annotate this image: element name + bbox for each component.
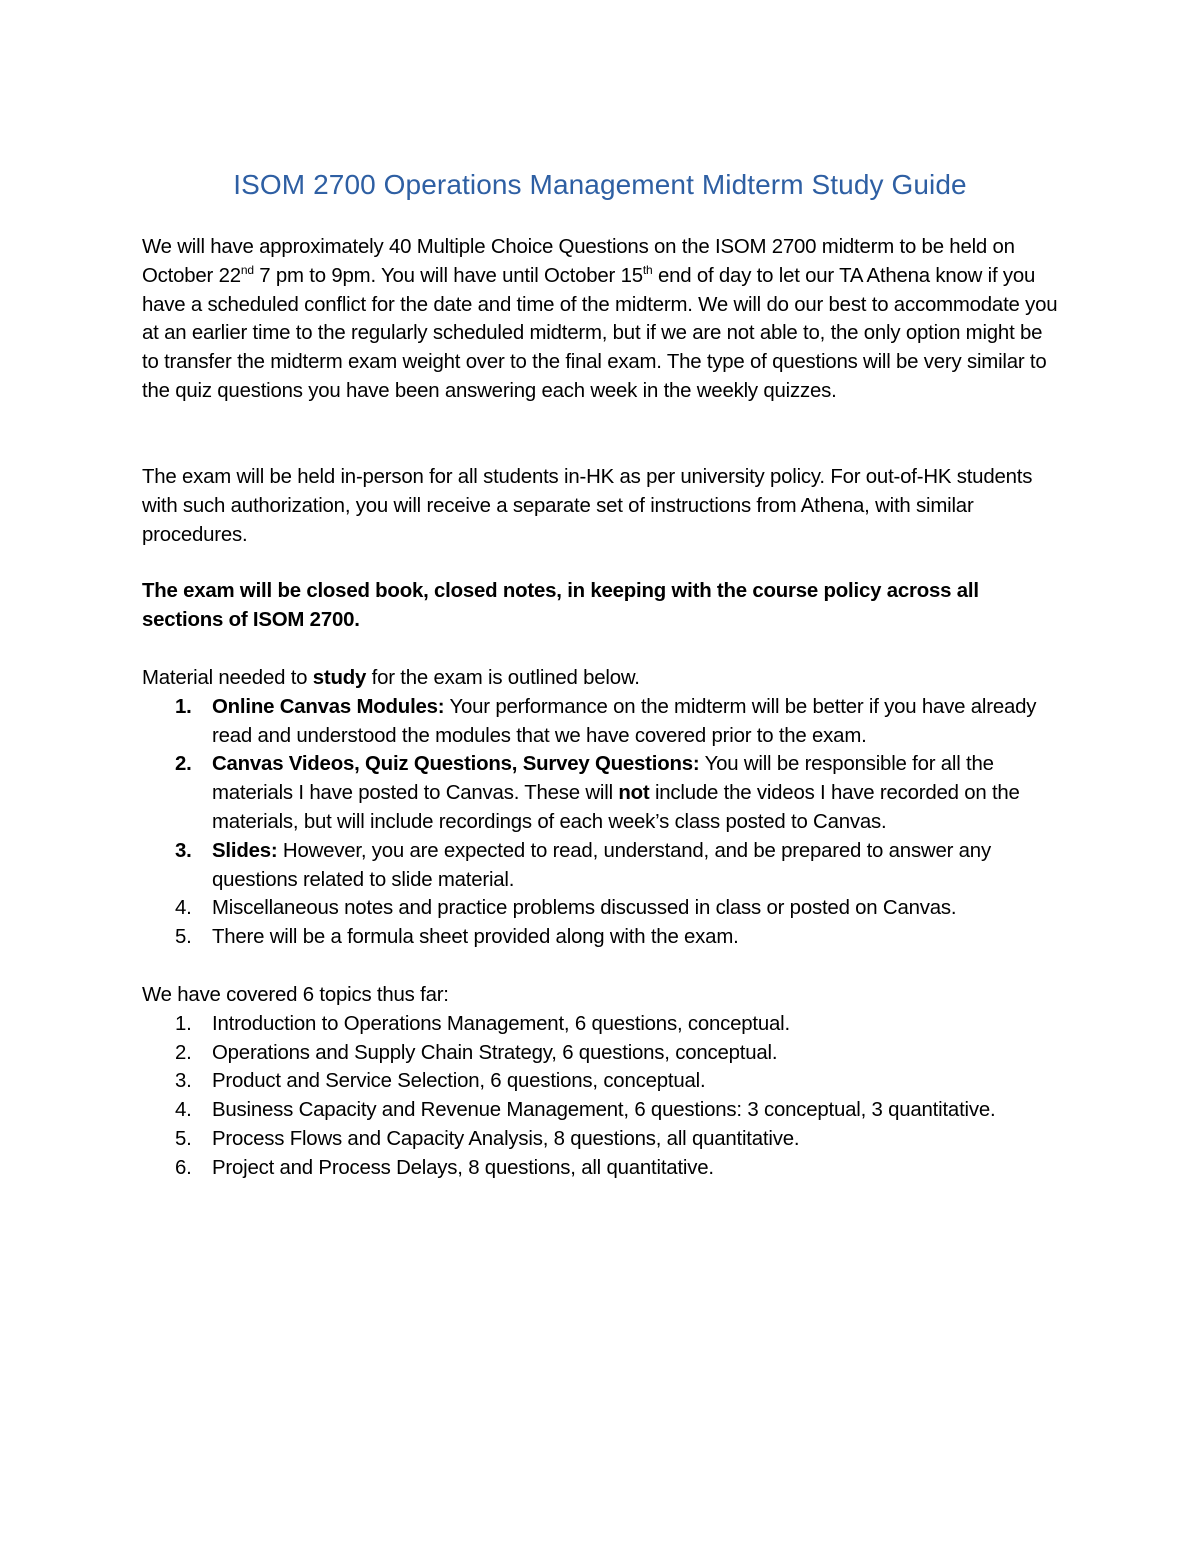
material-intro-after: for the exam is outlined below. — [366, 667, 640, 689]
intro-sup-2: th — [642, 262, 653, 277]
material-intro-before: Material needed to — [142, 667, 313, 689]
topics-list — [142, 1010, 1062, 1183]
material-intro-bold: study — [312, 667, 367, 689]
list-item-text: However, you are expected to read, understand, and be prepared to answer any questions related to slide material. — [212, 839, 991, 891]
closed-book-paragraph — [142, 577, 1062, 635]
in-person-text: The exam will be held in-person for all students in-HK as per university policy. For out-of-HK students with such authorization, you will receive a separate set of instructions from Athena, with similar procedures. — [142, 466, 1033, 546]
list-item-number: 4. — [175, 1099, 192, 1122]
list-item-text: Process Flows and Capacity Analysis, 8 questions, all quantitative. — [212, 1127, 800, 1150]
intro-sup-1: nd — [240, 262, 254, 277]
list-item-text: Miscellaneous notes and practice problems discussed in class or posted on Canvas. — [212, 897, 957, 920]
intro-paragraph — [142, 233, 1062, 406]
list-item-text: Product and Service Selection, 6 questions, conceptual. — [212, 1070, 706, 1093]
list-item — [142, 1154, 1062, 1183]
intro-text-3: end of day to let our TA Athena know if you have a scheduled conflict for the date and time of the midterm. We will do our best to accommodate you at an earlier time to the regularly scheduled midterm, but if we are not able to, the only option might be to transfer the midterm exam weight over to the final exam. The type of questions will be very similar to the quiz questions you have been answering each week in the weekly quizzes. — [142, 264, 1058, 402]
list-item — [142, 750, 1062, 836]
list-item — [142, 1067, 1062, 1096]
list-item-text: Introduction to Operations Management, 6 questions, conceptual. — [212, 1012, 790, 1035]
list-item-number: 3. — [175, 1070, 192, 1093]
list-item-number: 6. — [175, 1156, 192, 1179]
list-item-number: 5. — [175, 1127, 192, 1150]
list-item-text: Your performance on the midterm will be better if you have already read and understood the modules that we have covered prior to the exam. — [212, 695, 1037, 747]
list-item-text-continued: include the videos I have recorded on the materials, but will include recordings of each week’s class posted to Canvas. — [212, 782, 1020, 833]
list-item — [142, 1096, 1062, 1125]
page-title: ISOM 2700 Operations Management Midterm Study Guide — [233, 169, 967, 200]
list-item-number: 2. — [175, 753, 192, 776]
in-person-paragraph — [142, 463, 1062, 549]
topics-intro: We have covered 6 topics thus far: — [142, 984, 449, 1006]
list-item-text: Project and Process Delays, 8 questions, all quantitative. — [212, 1156, 714, 1179]
list-item — [142, 1010, 1062, 1039]
list-item-number: 5. — [175, 926, 192, 949]
list-item — [142, 1125, 1062, 1154]
list-item-number: 1. — [175, 1012, 192, 1035]
list-item — [142, 837, 1062, 895]
list-item-number: 1. — [175, 695, 192, 718]
list-item — [142, 693, 1062, 751]
list-item-text: There will be a formula sheet provided along with the exam. — [212, 926, 739, 949]
material-section — [142, 664, 1062, 952]
list-item-heading: Online Canvas Modules: — [212, 695, 445, 718]
intro-text-2: 7 pm to 9pm. You will have until October 15 — [253, 264, 643, 287]
list-item-emphasis: not — [618, 782, 650, 805]
material-list — [142, 693, 1062, 952]
topics-section — [142, 981, 1062, 1183]
list-item-text: Business Capacity and Revenue Management, 6 questions: 3 conceptual, 3 quantitative. — [212, 1099, 996, 1122]
list-item-text: Operations and Supply Chain Strategy, 6 questions, conceptual. — [212, 1041, 778, 1064]
list-item-heading: Slides: — [212, 839, 278, 862]
list-item — [142, 1039, 1062, 1068]
list-item-heading: Canvas Videos, Quiz Questions, Survey Questions: — [212, 753, 700, 776]
closed-book-text: The exam will be closed book, closed notes, in keeping with the course policy across all sections of ISOM 2700. — [142, 580, 979, 631]
material-intro — [142, 664, 1062, 693]
intro-text-1: We will have approximately 40 Multiple Choice Questions on the ISOM 2700 midterm to be held on October 22 — [142, 236, 1015, 287]
list-item-text: You will be responsible for all the materials I have posted to Canvas. These will — [212, 753, 994, 805]
list-item — [142, 894, 1062, 923]
list-item-number: 4. — [175, 897, 192, 920]
list-item-number: 3. — [175, 839, 192, 862]
list-item-number: 2. — [175, 1041, 192, 1064]
list-item — [142, 923, 1062, 952]
